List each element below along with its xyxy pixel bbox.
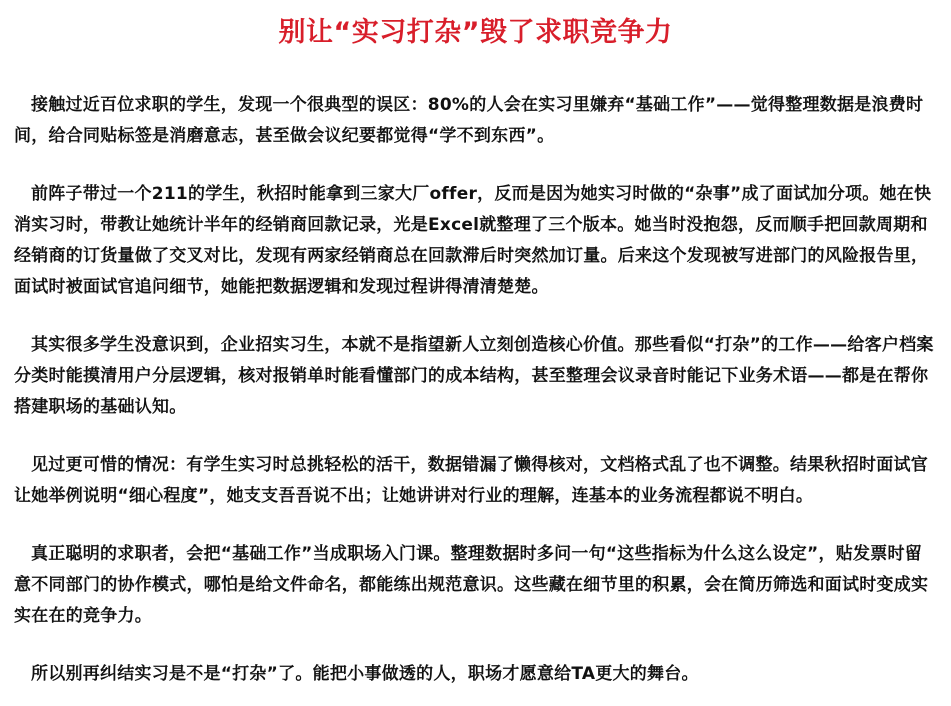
article-paragraph: 前阵子带过一个211的学生，秋招时能拿到三家大厂offer，反而是因为她实习时做的“杂事”成了面试加分项。她在快消实习时，带教让她统计半年的经销商回款记录，光是Excel就整理了三个版本。她当时没抱怨，反而顺手把回款周期和经销商的订货量做了交叉对比，发现有两家经销商总在回款滞后时突然加订量。后来这个发现被写进部门的风险报告里，面试时被面试官追问细节，她能把数据逻辑和发现过程讲得清清楚楚。 xyxy=(14,184,932,297)
article-paragraph: 其实很多学生没意识到，企业招实习生，本就不是指望新人立刻创造核心价值。那些看似“打杂”的工作——给客户档案分类时能摸清用户分层逻辑，核对报销单时能看懂部门的成本结构，甚至整理会议录音时能记下业务术语——都是在帮你搭建职场的基础认知。 xyxy=(14,335,934,417)
article-paragraph: 真正聪明的求职者，会把“基础工作”当成职场入门课。整理数据时多问一句“这些指标为什么这么设定”，贴发票时留意不同部门的协作模式，哪怕是给文件命名，都能练出规范意识。这些藏在细节里的积累，会在简历筛选和面试时变成实实在在的竞争力。 xyxy=(14,544,929,626)
article-paragraph: 接触过近百位求职的学生，发现一个很典型的误区：80%的人会在实习里嫌弃“基础工作”——觉得整理数据是浪费时间，给合同贴标签是消磨意志，甚至做会议纪要都觉得“学不到东西”。 xyxy=(14,95,924,146)
article-paragraph: 所以别再纠结实习是不是“打杂”了。能把小事做透的人，职场才愿意给TA更大的舞台。 xyxy=(31,664,699,684)
article-title: 别让“实习打杂”毁了求职竞争力 xyxy=(278,17,673,48)
article-body xyxy=(14,90,937,690)
article-paragraph: 见过更可惜的情况：有学生实习时总挑轻松的活干，数据错漏了懒得核对，文档格式乱了也不调整。结果秋招时面试官让她举例说明“细心程度”，她支支吾吾说不出；让她讲讲对行业的理解，连基本的业务流程都说不明白。 xyxy=(14,455,928,506)
